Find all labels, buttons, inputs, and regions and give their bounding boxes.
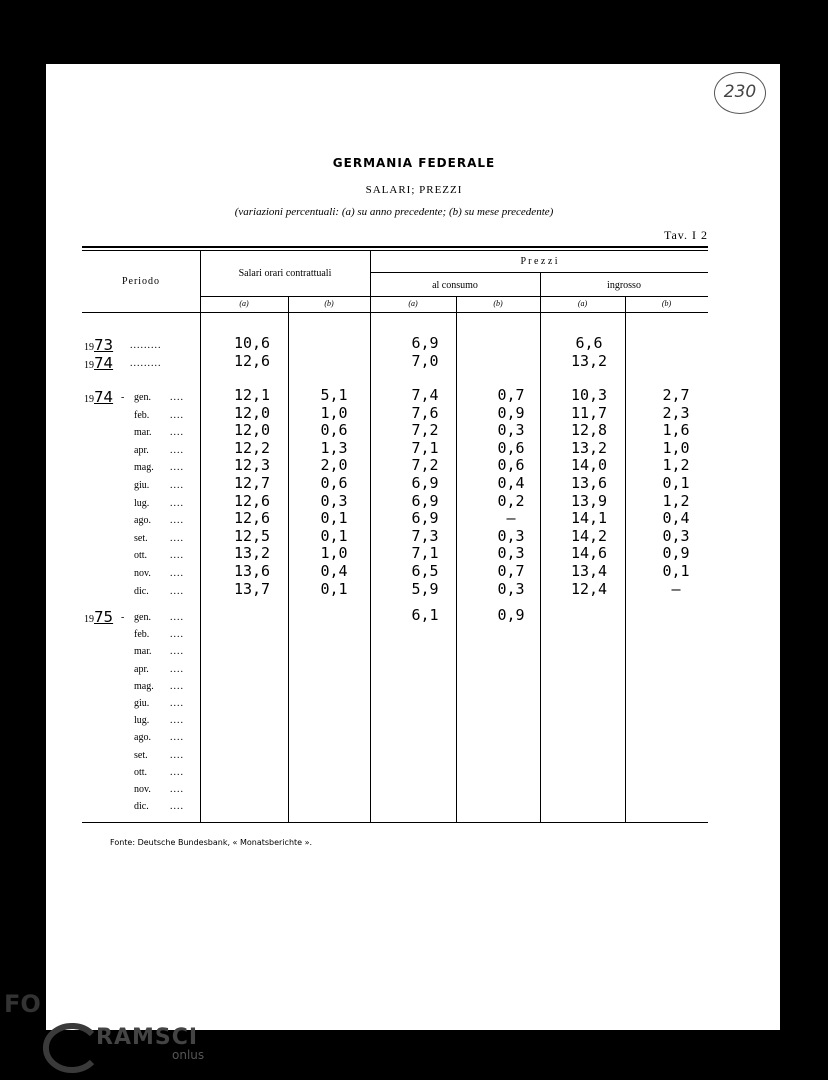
cell-con-b: 0,6 [497, 438, 525, 457]
cell-con-a: 7,1 [411, 544, 439, 563]
cell-sal-b: 1,3 [320, 438, 348, 457]
leader-dots: ......... [130, 340, 162, 351]
cell-con-a: 6,9 [411, 334, 439, 352]
header-b: (b) [661, 299, 672, 308]
header-a: (a) [408, 299, 418, 308]
header-ingrosso: ingrosso [607, 280, 641, 291]
cell-sal-b: 0,6 [320, 474, 348, 492]
table-bottom-rule [82, 822, 708, 823]
cell-ing-b: – [671, 579, 681, 598]
header-bottom-rule [82, 312, 708, 313]
year-suffix: 73 [94, 336, 114, 354]
cell-ing-a: 12,8 [570, 421, 608, 440]
page-number-stamp: 230 [714, 72, 766, 114]
month-label: nov. [134, 568, 151, 579]
leader-dots: .... [170, 444, 184, 456]
cell-ing-b: 0,9 [662, 544, 690, 563]
cell-ing-b: 0,4 [662, 509, 690, 528]
leader-dots: .... [170, 801, 184, 813]
cell-con-a: 7,4 [411, 386, 439, 404]
cell-con-a: 6,9 [411, 474, 439, 492]
header-b: (b) [324, 299, 334, 308]
cell-con-b: 0,7 [497, 386, 525, 404]
table-top-rule-thin [82, 250, 708, 251]
leader-dots: .... [170, 585, 184, 597]
document-note: (variazioni percentuali: (a) su anno precedente; (b) su mese precedente) [234, 206, 554, 218]
leader-dots: .... [170, 629, 184, 641]
leader-dots: .... [170, 462, 184, 474]
header-a: (a) [577, 299, 588, 308]
cell-sal-a: 12,0 [233, 421, 271, 440]
cell-ing-b: 1,2 [662, 491, 690, 510]
month-label: feb. [134, 409, 150, 421]
table-top-rule [82, 246, 708, 248]
leader-dots: .... [170, 497, 184, 509]
month-label: nov. [134, 784, 151, 795]
year-suffix: 74 [94, 354, 114, 372]
year-suffix: 75 [94, 608, 114, 626]
cell-sal-b: 2,0 [320, 456, 348, 475]
leader-dots: .... [170, 550, 184, 562]
cell-ing-a: 10,3 [570, 386, 608, 404]
header-b: (b) [493, 299, 503, 308]
watermark-logo-icon [34, 1020, 98, 1076]
cell-sal-a: 12,2 [233, 438, 271, 457]
subheader-rule [200, 296, 708, 297]
leader-dots: .... [170, 568, 184, 579]
month-label: giu. [134, 480, 150, 491]
cell-sal-a: 12,6 [233, 352, 271, 370]
cell-con-b: 0,6 [497, 456, 525, 475]
month-label: set. [134, 749, 148, 761]
cell-con-b: 0,9 [497, 403, 525, 422]
cell-ing-a: 14,6 [570, 544, 608, 563]
prezzi-rule [370, 272, 708, 273]
cell-sal-a: 13,7 [233, 579, 271, 598]
cell-ing-b: 2,7 [662, 386, 690, 404]
leader-dots: .... [170, 427, 184, 439]
cell-con-b: – [506, 509, 516, 528]
month-label: ago. [134, 732, 151, 744]
leader-dots: .... [170, 409, 184, 421]
cell-sal-a: 13,2 [233, 544, 271, 563]
cell-con-a: 5,9 [411, 579, 439, 598]
cell-con-a: 7,6 [411, 403, 439, 422]
year-suffix: 74 [94, 388, 114, 406]
cell-con-a: 7,1 [411, 438, 439, 457]
month-label: gen. [134, 612, 151, 623]
cell-sal-b: 0,1 [320, 509, 348, 528]
month-label: mar. [134, 646, 152, 658]
leader-dots: .... [170, 612, 184, 623]
column-divider [625, 296, 626, 822]
cell-sal-a: 10,6 [233, 334, 271, 352]
cell-con-b: 0,4 [497, 474, 525, 492]
cell-con-b: 0,3 [497, 421, 525, 440]
header-consumo: al consumo [432, 280, 478, 291]
cell-ing-a: 13,6 [570, 474, 608, 492]
month-label: dic. [134, 801, 149, 813]
cell-con-a: 7,2 [411, 421, 439, 440]
cell-sal-b: 1,0 [320, 544, 348, 563]
month-label: giu. [134, 698, 150, 709]
year-prefix: 19 [84, 360, 94, 371]
cell-con-b: 0,7 [497, 562, 525, 580]
year-prefix: 19 [84, 394, 94, 405]
leader-dots: .... [170, 715, 184, 727]
leader-dots: .... [170, 680, 184, 692]
cell-sal-a: 12,1 [233, 386, 271, 404]
cell-sal-b: 0,1 [320, 526, 348, 545]
year-label [84, 354, 113, 372]
month-label: ott. [134, 550, 148, 562]
cell-con-b: 0,2 [497, 491, 525, 510]
month-label: apr. [134, 444, 149, 456]
cell-sal-b: 0,6 [320, 421, 348, 440]
column-divider [200, 250, 201, 822]
month-label: set. [134, 532, 148, 544]
cell-sal-a: 12,6 [233, 491, 271, 510]
watermark-fo: FO [4, 990, 41, 1018]
cell-ing-b: 0,3 [662, 526, 690, 545]
cell-ing-b: 0,1 [662, 474, 690, 492]
month-label: apr. [134, 663, 149, 675]
document-subtitle: SALARI; PREZZI [365, 184, 463, 196]
cell-ing-b: 2,3 [662, 403, 690, 422]
cell-ing-a: 14,2 [570, 526, 608, 545]
cell-sal-a: 12,3 [233, 456, 271, 475]
month-label: gen. [134, 392, 151, 403]
cell-sal-a: 12,5 [233, 526, 271, 545]
cell-con-b: 0,3 [497, 544, 525, 563]
leader-dots: .... [170, 515, 184, 527]
month-label: feb. [134, 629, 150, 641]
year-separator: - [121, 392, 125, 403]
block-year-label [84, 388, 113, 406]
cell-con-b: 0,9 [497, 606, 525, 624]
cell-sal-a: 13,6 [233, 562, 271, 580]
block-year-label [84, 608, 113, 626]
leader-dots: .... [170, 766, 184, 778]
cell-ing-b: 0,1 [662, 562, 690, 580]
cell-ing-b: 1,6 [662, 421, 690, 440]
month-label: lug. [134, 715, 150, 727]
cell-sal-b: 0,1 [320, 579, 348, 598]
cell-sal-b: 0,4 [320, 562, 348, 580]
month-label: ott. [134, 766, 148, 778]
leader-dots: .... [170, 698, 184, 709]
leader-dots: .... [170, 663, 184, 675]
cell-ing-a: 13,2 [570, 438, 608, 457]
cell-sal-b: 0,3 [320, 491, 348, 510]
cell-sal-a: 12,7 [233, 474, 271, 492]
leader-dots: .... [170, 480, 184, 491]
header-salari: Salari orari contrattuali [238, 268, 332, 279]
year-prefix: 19 [84, 614, 94, 625]
month-label: lug. [134, 497, 150, 509]
cell-con-a: 7,3 [411, 526, 439, 545]
cell-con-a: 6,9 [411, 509, 439, 528]
cell-sal-a: 12,6 [233, 509, 271, 528]
leader-dots: ......... [130, 358, 162, 369]
cell-ing-a: 13,2 [570, 352, 608, 370]
leader-dots: .... [170, 646, 184, 658]
cell-ing-b: 1,0 [662, 438, 690, 457]
watermark-gramsci: RAMSCI [96, 1025, 199, 1050]
cell-con-a: 7,0 [411, 352, 439, 370]
month-label: mag. [134, 462, 154, 474]
header-periodo: Periodo [121, 276, 161, 287]
column-divider [370, 250, 371, 822]
month-label: ago. [134, 515, 151, 527]
cell-con-a: 6,5 [411, 562, 439, 580]
cell-con-b: 0,3 [497, 579, 525, 598]
header-a: (a) [239, 299, 249, 308]
cell-ing-a: 13,4 [570, 562, 608, 580]
watermark-onlus: onlus [172, 1048, 205, 1062]
leader-dots: .... [170, 392, 184, 403]
year-separator: - [121, 612, 125, 623]
month-label: mar. [134, 427, 152, 439]
cell-ing-a: 13,9 [570, 491, 608, 510]
year-prefix: 19 [84, 342, 94, 353]
header-prezzi: P r e z z i [520, 256, 558, 267]
cell-ing-a: 11,7 [570, 403, 608, 422]
cell-sal-a: 12,0 [233, 403, 271, 422]
cell-con-a: 6,9 [411, 491, 439, 510]
cell-sal-b: 5,1 [320, 386, 348, 404]
table-number: Tav. I 2 [663, 228, 708, 242]
cell-ing-a: 6,6 [575, 334, 603, 352]
leader-dots: .... [170, 749, 184, 761]
year-label [84, 336, 113, 354]
cell-con-a: 6,1 [411, 606, 439, 624]
leader-dots: .... [170, 532, 184, 544]
month-label: mag. [134, 680, 154, 692]
month-label: dic. [134, 585, 149, 597]
document-title: GERMANIA FEDERALE [332, 156, 496, 170]
cell-ing-a: 14,1 [570, 509, 608, 528]
cell-sal-b: 1,0 [320, 403, 348, 422]
leader-dots: .... [170, 784, 184, 795]
cell-ing-a: 12,4 [570, 579, 608, 598]
source-note: Fonte: Deutsche Bundesbank, « Monatsberichte ». [110, 838, 313, 847]
column-divider [288, 296, 289, 822]
column-divider [456, 296, 457, 822]
cell-con-a: 7,2 [411, 456, 439, 475]
cell-ing-a: 14,0 [570, 456, 608, 475]
leader-dots: .... [170, 732, 184, 744]
cell-con-b: 0,3 [497, 526, 525, 545]
cell-ing-b: 1,2 [662, 456, 690, 475]
